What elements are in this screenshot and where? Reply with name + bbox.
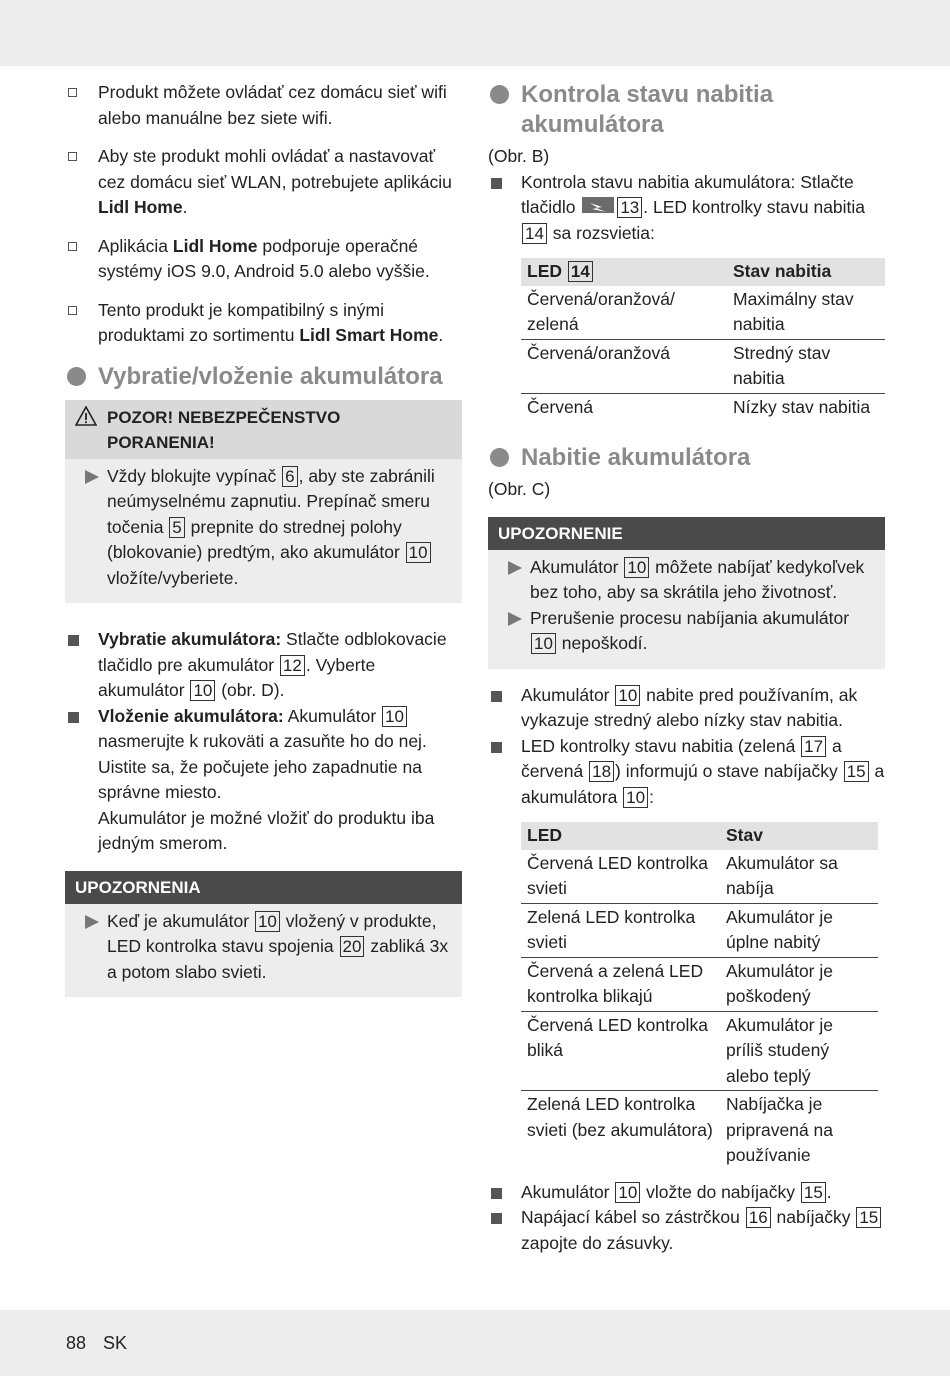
table-cell: Akumulátor sa nabíja <box>720 850 878 904</box>
intro-list <box>65 80 462 349</box>
heading-charging: Nabitie akumulátora <box>488 443 885 473</box>
warning-header: POZOR! NEBEZPEČENSTVO PORANENIA! <box>65 400 462 459</box>
triangle-bullet-icon <box>85 915 99 929</box>
square-bullet-icon <box>68 712 79 723</box>
figure-ref-b: (Obr. B) <box>488 146 550 166</box>
charger-status-table <box>521 822 878 1170</box>
table-row <box>521 339 885 393</box>
intro-item: Aby ste produkt mohli ovládať a nastavovať cez domácu sieť WLAN, potrebujete aplikáciu Lidl Home. <box>65 144 462 221</box>
check-item: Kontrola stavu nabitia akumulátora: Stlačte tlačidlo 13 . LED kontrolky stavu nabitia 14 sa rozsvietia: <box>488 170 885 247</box>
intro-item: Aplikácia Lidl Home podporuje operačné systémy iOS 9.0, Android 5.0 alebo vyššie. <box>65 234 462 285</box>
triangle-bullet-icon <box>508 612 522 626</box>
square-bullet-icon <box>68 635 79 646</box>
ref-number: 5 <box>169 517 184 538</box>
ref-number: 15 <box>856 1207 881 1228</box>
heading-bullet <box>490 85 509 104</box>
table-cell: Maximálny stav nabitia <box>727 286 885 340</box>
table-header: LED Stav <box>521 822 878 850</box>
checkbox-bullet-icon <box>68 306 77 315</box>
right-column <box>488 80 885 1256</box>
checkbox-bullet-icon <box>68 242 77 251</box>
table-cell: Červená LED kontrolka svieti <box>521 850 720 904</box>
table-cell: Zelená LED kontrolka svieti <box>521 903 720 957</box>
notes-header: UPOZORNENIA <box>65 871 462 904</box>
language-code: SK <box>103 1333 128 1353</box>
ref-number: 10 <box>531 633 556 654</box>
table-cell: Stredný stav nabitia <box>727 339 885 393</box>
ref-number: 10 <box>382 706 407 727</box>
table-row <box>521 286 885 340</box>
ref-number: 14 <box>568 261 593 282</box>
intro-item: Produkt môžete ovládať cez domácu sieť wifi alebo manuálne bez siete wifi. <box>65 80 462 131</box>
heading-bullet <box>490 448 509 467</box>
ref-number: 17 <box>801 736 826 757</box>
figure-ref-c: (Obr. C) <box>488 479 551 499</box>
heading-charge-check: Kontrola stavu nabitia akumulátora <box>488 80 885 140</box>
charging-list <box>488 683 885 811</box>
page-number: 88 <box>66 1333 87 1353</box>
ref-number: 15 <box>844 761 869 782</box>
note-item: Keď je akumulátor 10 vložený v produkte, LED kontrolka stavu spojenia 20 zabliká 3x a potom slabo svieti. <box>75 909 452 986</box>
table-cell: Akumulátor je príliš studený alebo teplý <box>720 1011 878 1091</box>
table-cell: Akumulátor je úplne nabitý <box>720 903 878 957</box>
intro-item: Tento produkt je kompatibilný s inými produktami zo sortimentu Lidl Smart Home. <box>65 298 462 349</box>
table-cell: Červená <box>527 396 594 417</box>
table-header: LED 14 Stav nabitia <box>521 258 885 286</box>
charge-item: LED kontrolky stavu nabitia (zelená 17 a červená 18 ) informujú o stave nabíjačky 15 a akumulátora 10 : <box>488 734 885 811</box>
left-column <box>65 80 462 997</box>
table-row <box>521 1011 878 1091</box>
warning-box <box>65 400 462 604</box>
checkbox-bullet-icon <box>68 152 77 161</box>
charge-level-table <box>521 258 885 421</box>
notice-item: Prerušenie procesu nabíjania akumulátor 10 nepoškodí. <box>498 606 875 657</box>
table-cell: Zelená LED kontrolka svieti (bez akumulátora) <box>527 1094 713 1140</box>
table-cell: Nízky stav nabitia <box>733 396 871 417</box>
ref-number: 20 <box>340 936 365 957</box>
checkbox-bullet-icon <box>68 88 77 97</box>
table-row <box>521 903 878 957</box>
notes-body <box>65 904 462 998</box>
table-row <box>521 393 885 421</box>
table-cell: Akumulátor je poškodený <box>720 957 878 1011</box>
charge-item: Akumulátor 10 nabite pred používaním, ak vykazuje stredný alebo nízky stav nabitia. <box>488 683 885 734</box>
triangle-bullet-icon <box>85 470 99 484</box>
table-row <box>521 850 878 904</box>
ref-number: 18 <box>589 761 614 782</box>
charge-item: Napájací kábel so zástrčkou 16 nabíjačky 15 zapojte do zásuvky. <box>488 1205 885 1256</box>
ref-number: 13 <box>617 197 642 218</box>
square-bullet-icon <box>491 1188 502 1199</box>
square-bullet-icon <box>491 178 502 189</box>
ref-number: 14 <box>522 223 547 244</box>
notice-item: Akumulátor 10 môžete nabíjať kedykoľvek bez toho, aby sa skrátila jeho životnosť. <box>498 555 875 606</box>
table-cell: Nabíjačka je pripravená na používanie <box>726 1094 834 1165</box>
ref-number: 10 <box>615 1182 640 1203</box>
remove-item: Vybratie akumulátora: Stlačte odblokovacie tlačidlo pre akumulátor 12 . Vyberte akumulátor 10 (obr. D). <box>65 627 462 704</box>
ref-number: 10 <box>615 685 640 706</box>
ref-number: 10 <box>190 680 215 701</box>
ref-number: 6 <box>282 466 297 487</box>
remove-insert-list <box>65 627 462 857</box>
notice-body <box>488 550 885 669</box>
notice-box <box>488 517 885 669</box>
battery-status-button-icon <box>582 197 614 213</box>
ref-number: 10 <box>255 911 280 932</box>
table-cell: Červená/oranžová/ zelená <box>521 286 727 340</box>
triangle-bullet-icon <box>508 561 522 575</box>
warning-body <box>65 459 462 604</box>
ref-number: 10 <box>623 787 648 808</box>
ref-number: 10 <box>406 542 431 563</box>
table-cell: Červená a zelená LED kontrolka blikajú <box>521 957 720 1011</box>
square-bullet-icon <box>491 742 502 753</box>
ref-number: 16 <box>746 1207 771 1228</box>
table-cell: Červená/oranžová <box>521 339 727 393</box>
ref-number: 10 <box>624 557 649 578</box>
notes-box <box>65 871 462 998</box>
warning-item: Vždy blokujte vypínač 6 , aby ste zabránili neúmyselnému zapnutiu. Prepínač smeru točenia 5 prepnite do strednej polohy (blokovanie) predtým, ako akumulátor 10 vložíte/vyberiete. <box>75 464 452 592</box>
charge-item: Akumulátor 10 vložte do nabíjačky 15 . <box>488 1180 885 1206</box>
square-bullet-icon <box>491 691 502 702</box>
notice-header: UPOZORNENIE <box>488 517 885 550</box>
top-bar <box>0 0 950 66</box>
charging-list-2 <box>488 1180 885 1257</box>
table-cell: Červená LED kontrolka bliká <box>521 1011 720 1091</box>
page-footer <box>66 1331 139 1357</box>
square-bullet-icon <box>491 1213 502 1224</box>
insert-item: Vloženie akumulátora: Akumulátor 10 nasmerujte k rukoväti a zasuňte ho do nej. Uistite sa, že počujete jeho zapadnutie na správne miesto. Akumulátor je možné vložiť do produktu iba jedným smerom. <box>65 704 462 857</box>
ref-number: 15 <box>801 1182 826 1203</box>
heading-bullet <box>67 367 86 386</box>
table-row <box>521 1091 878 1170</box>
warning-triangle-icon <box>75 406 97 426</box>
ref-number: 12 <box>280 655 305 676</box>
heading-remove-insert: Vybratie/vloženie akumulátora <box>65 362 462 392</box>
bottom-bar <box>0 1310 950 1376</box>
table-row <box>521 957 878 1011</box>
